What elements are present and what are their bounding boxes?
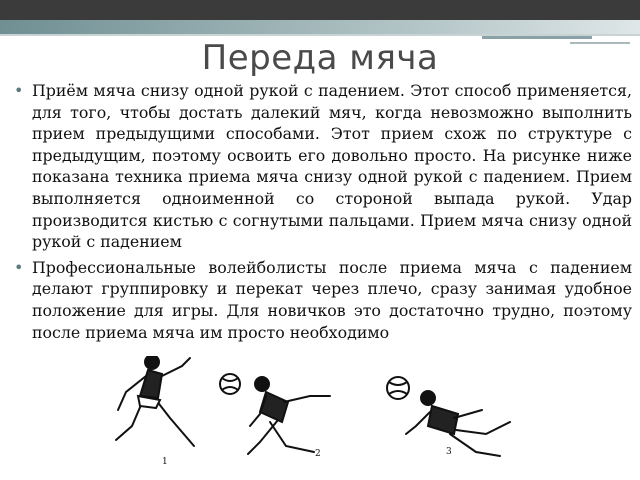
header-accent-stripe (0, 20, 640, 34)
header-band (0, 0, 640, 20)
ball-2 (387, 377, 409, 399)
figure-number: 1 (162, 457, 168, 467)
bullet-icon: • (14, 257, 24, 277)
figure-number: 3 (446, 447, 452, 457)
bullet-icon: • (14, 81, 24, 100)
slide-body (14, 80, 632, 347)
bullet-text: Профессиональные волейболисты после приема мяча с падением делают группировку и перекат через плечо, сразу занимая удобное положение для игры. Для новичков это достаточно трудно, поэтому после приема мяча им просто необходимо (32, 257, 632, 342)
technique-illustration-svg (110, 356, 630, 480)
bullet-item (14, 80, 632, 253)
bullet-item (14, 257, 632, 343)
figure-number: 2 (315, 449, 321, 459)
player-figure-3 (406, 391, 510, 456)
ball-1 (220, 374, 240, 394)
slide-title: Переда мяча (201, 38, 439, 78)
player-figure-1 (116, 356, 194, 446)
player-figure-2 (248, 377, 330, 454)
bullet-text: Приём мяча снизу одной рукой с падением. Этот способ применяется, для того, чтобы достать далекий мяч, когда невозможно выполнить прием предыдущими способами. Этот прием схож по структуре с предыдущим, поэтому освоить его довольно просто. На рисунке ниже показана техника приема мяча снизу одной рукой с падением. Прием выполняется одноименной со стороной выпада рукой. Удар производится кистью с согнутыми пальцами. Прием мяча снизу одной рукой с падением (32, 81, 632, 252)
technique-illustration (110, 356, 630, 480)
